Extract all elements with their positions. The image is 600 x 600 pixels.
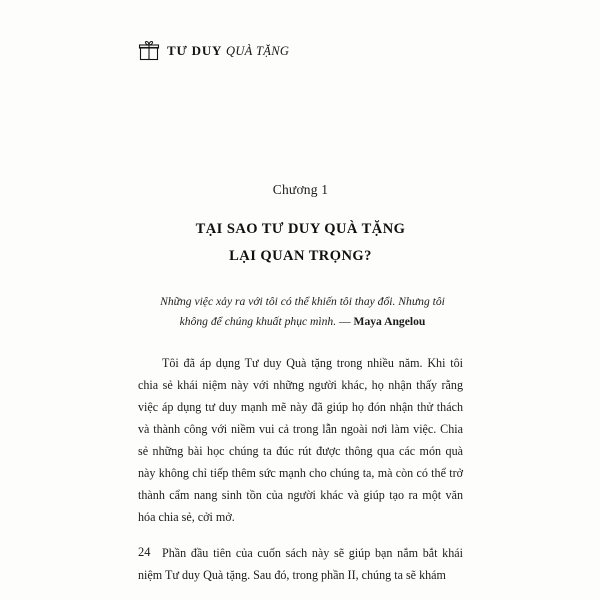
- brand-name-bold: TƯ DUY: [167, 43, 223, 58]
- brand-wordmark: [167, 43, 289, 59]
- chapter-title-line-2: LẠI QUAN TRỌNG?: [229, 247, 372, 264]
- epigraph-author: Maya Angelou: [353, 314, 426, 328]
- chapter-title: [138, 216, 463, 270]
- epigraph-quote: [160, 292, 445, 332]
- chapter-heading: [138, 182, 463, 270]
- book-header: [138, 40, 289, 62]
- body-paragraph-2: Phần đầu tiên của cuốn sách này sẽ giúp bạn nắm bắt khái niệm Tư duy Quà tặng. Sau đó, trong phần II, chúng ta sẽ khám: [138, 546, 463, 582]
- page-number: 24: [138, 545, 151, 559]
- gift-box-icon: [138, 40, 160, 62]
- brand-name-italic: QUÀ TẶNG: [226, 44, 290, 58]
- chapter-title-line-1: TẠI SAO TƯ DUY QUÀ TẶNG: [195, 221, 406, 237]
- epigraph-dash: —: [336, 314, 354, 328]
- body-text: [138, 352, 463, 586]
- body-paragraph-1: Tôi đã áp dụng Tư duy Quà tặng trong nhiều năm. Khi tôi chia sẻ khái niệm này với những người khác, họ nhận thấy rằng việc áp dụng tư duy mạnh mẽ này đã giúp họ đón nhận thử thách và thành công với niềm vui cả trong lẫn ngoài nơi làm việc. Chia sẻ những bài học chúng ta đúc rút được thông qua các món quà này không chỉ tiếp thêm sức mạnh cho chúng ta, mà còn có thể trở thành cẩm nang sinh tồn của người khác và giúp tạo ra một văn hóa chia sẻ, cởi mở.: [138, 356, 463, 524]
- chapter-label: Chương 1: [272, 182, 329, 197]
- epigraph-text: Những việc xảy ra với tôi có thể khiến tôi thay đổi. Nhưng tôi không để chúng khuất phục mình.: [160, 295, 445, 328]
